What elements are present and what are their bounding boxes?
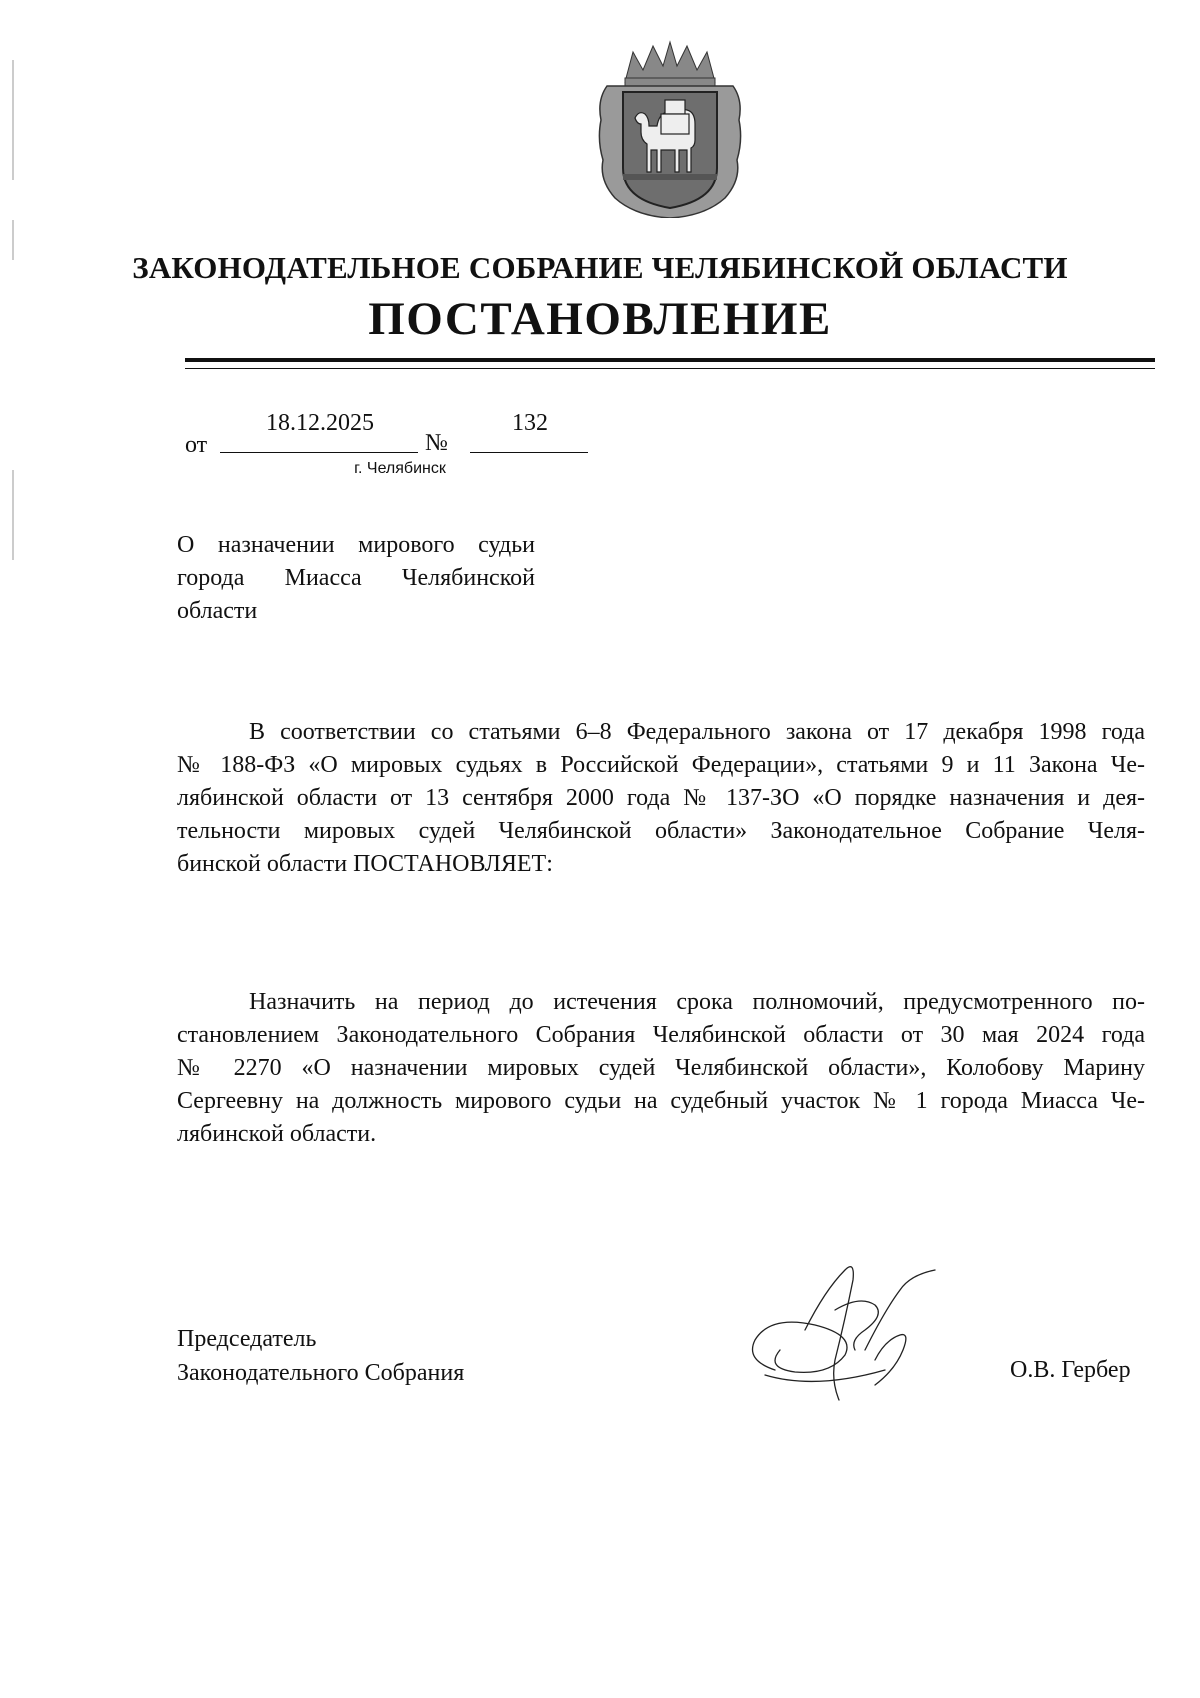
document-number: 132: [512, 410, 548, 436]
header-divider-thin: [185, 368, 1155, 369]
header-divider-thick: [185, 358, 1155, 362]
paragraph-line: № 188-ФЗ «О мировых судьях в Российской Федерации», статьями 9 и 11 Закона Че-: [177, 752, 1145, 778]
date-underline: [220, 452, 418, 453]
city-label: г. Челябинск: [354, 460, 446, 477]
body-paragraph-2: [177, 986, 1145, 1151]
from-label: от: [185, 432, 208, 458]
signatory-name: О.В. Гербер: [1010, 1357, 1131, 1383]
paragraph-line: № 2270 «О назначении мировых судей Челябинской области», Колобову Марину: [177, 1055, 1145, 1081]
coat-of-arms-icon: [595, 40, 745, 218]
paragraph-line: лябинской области от 13 сентября 2000 года № 137-ЗО «О порядке назначения и дея-: [177, 785, 1145, 811]
document-type-title: ПОСТАНОВЛЕНИЕ: [368, 293, 832, 345]
number-underline: [470, 452, 588, 453]
document-date: 18.12.2025: [266, 410, 374, 436]
scan-edge-mark: [12, 470, 14, 560]
number-label: №: [425, 430, 448, 456]
organization-title: ЗАКОНОДАТЕЛЬНОЕ СОБРАНИЕ ЧЕЛЯБИНСКОЙ ОБЛАСТИ: [132, 250, 1068, 285]
paragraph-line: тельности мировых судей Челябинской области» Законодательное Собрание Челя-: [177, 818, 1145, 844]
document-subject: О назначении мирового судьи города Миасса Челябинской области: [177, 532, 535, 624]
signatory-position: [177, 1322, 464, 1390]
handwritten-signature-icon: [735, 1250, 975, 1420]
body-paragraph-1: [177, 716, 1145, 881]
paragraph-line: лябинской области.: [177, 1121, 377, 1147]
paragraph-line: Назначить на период до истечения срока полномочий, предусмотренного по-: [249, 989, 1145, 1015]
paragraph-line: бинской области ПОСТАНОВЛЯЕТ:: [177, 851, 553, 877]
scan-edge-mark: [12, 60, 14, 180]
paragraph-line: Сергеевну на должность мирового судьи на судебный участок № 1 города Миасса Че-: [177, 1088, 1145, 1114]
signatory-position-line: Председатель: [177, 1326, 317, 1352]
signatory-position-line: Законодательного Собрания: [177, 1360, 465, 1386]
paragraph-line: В соответствии со статьями 6–8 Федерального закона от 17 декабря 1998 года: [249, 719, 1145, 745]
paragraph-line: становлением Законодательного Собрания Челябинской области от 30 мая 2024 года: [177, 1022, 1145, 1048]
